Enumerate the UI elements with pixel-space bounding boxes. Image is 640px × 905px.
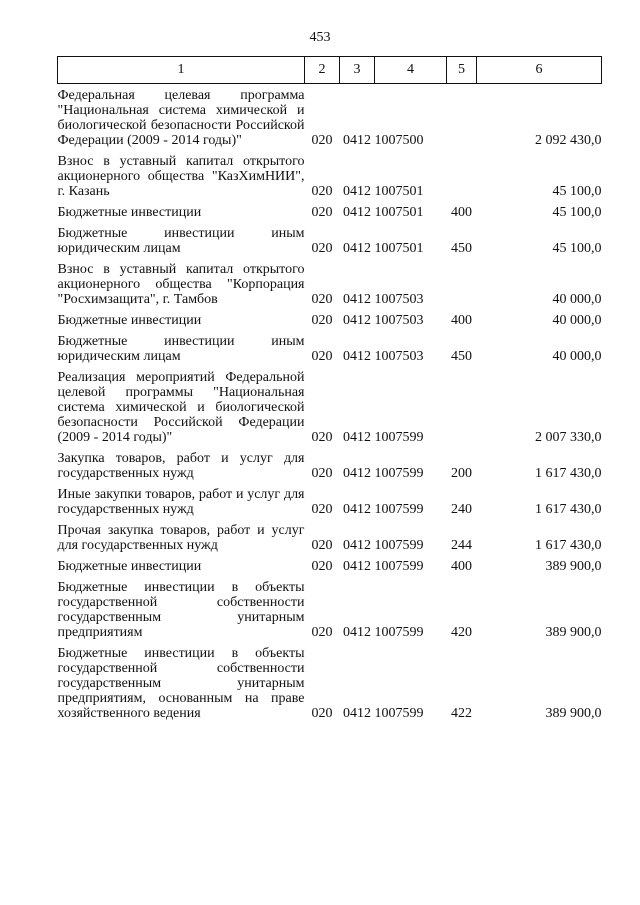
table-row <box>58 334 602 370</box>
row-c2: 020 <box>311 559 333 574</box>
row-amount: 45 100,0 <box>552 241 602 256</box>
row-c5: 422 <box>451 706 472 721</box>
row-c3: 0412 <box>343 502 371 517</box>
row-c5: 450 <box>451 241 472 256</box>
row-amount: 2 092 430,0 <box>535 133 602 148</box>
row-c5: 400 <box>451 313 472 328</box>
row-c4: 1007599 <box>374 625 424 640</box>
row-amount: 1 617 430,0 <box>535 502 602 517</box>
row-name: Иные закупки товаров, работ и услуг для государственных нужд <box>57 487 305 517</box>
row-c3: 0412 <box>343 205 371 220</box>
row-amount: 1 617 430,0 <box>535 466 602 481</box>
row-c4: 1007599 <box>374 502 424 517</box>
row-name: Бюджетные инвестиции в объекты государственной собственности государственным унитарным предприятиям <box>57 580 305 640</box>
row-c4: 1007599 <box>374 430 424 445</box>
row-c2: 020 <box>311 292 333 307</box>
row-name: Закупка товаров, работ и услуг для государственных нужд <box>57 451 305 481</box>
row-c2: 020 <box>311 706 333 721</box>
table-row <box>58 646 602 727</box>
row-c4: 1007501 <box>374 184 424 199</box>
row-c4: 1007503 <box>374 292 424 307</box>
row-amount: 45 100,0 <box>552 184 602 199</box>
row-c2: 020 <box>311 241 333 256</box>
row-amount: 40 000,0 <box>552 313 602 328</box>
table-row <box>58 559 602 580</box>
header-row <box>58 57 602 84</box>
row-c3: 0412 <box>343 313 371 328</box>
row-amount: 389 900,0 <box>545 559 602 574</box>
row-c5 <box>447 370 477 451</box>
row-c4: 1007599 <box>374 538 424 553</box>
table-body <box>58 84 602 728</box>
row-name: Бюджетные инвестиции в объекты государственной собственности государственным унитарным предприятиям, основанным на праве хозяйственного ведения <box>57 646 305 721</box>
table-row <box>58 226 602 262</box>
row-c3: 0412 <box>343 241 371 256</box>
row-c2: 020 <box>311 313 333 328</box>
row-amount: 40 000,0 <box>552 349 602 364</box>
row-c2: 020 <box>311 430 333 445</box>
row-c5: 200 <box>451 466 472 481</box>
row-c2: 020 <box>311 625 333 640</box>
row-name: Взнос в уставный капитал открытого акционерного общества "Корпорация "Росхимзащита", г. Тамбов <box>57 262 305 307</box>
row-c2: 020 <box>311 538 333 553</box>
table-row <box>58 487 602 523</box>
row-c4: 1007599 <box>374 706 424 721</box>
row-c2: 020 <box>311 205 333 220</box>
row-c3: 0412 <box>343 133 371 148</box>
row-name: Бюджетные инвестиции <box>57 313 202 328</box>
row-c2: 020 <box>311 466 333 481</box>
row-name: Федеральная целевая программа "Национальная система химической и биологической безопасности Российской Федерации (2009 - 2014 годы)" <box>57 88 305 148</box>
row-c2: 020 <box>311 349 333 364</box>
row-c5: 244 <box>451 538 472 553</box>
table-row <box>58 154 602 205</box>
row-name: Взнос в уставный капитал открытого акционерного общества "КазХимНИИ", г. Казань <box>57 154 305 199</box>
row-name: Бюджетные инвестиции <box>57 559 202 574</box>
table-row <box>58 523 602 559</box>
row-c4: 1007599 <box>374 466 424 481</box>
header-col-2: 2 <box>305 57 340 84</box>
table-row <box>58 313 602 334</box>
row-c4: 1007501 <box>374 241 424 256</box>
row-c4: 1007599 <box>374 559 424 574</box>
row-c5: 400 <box>451 559 472 574</box>
row-amount: 40 000,0 <box>552 292 602 307</box>
row-c4: 1007500 <box>374 133 424 148</box>
row-amount: 1 617 430,0 <box>535 538 602 553</box>
row-c2: 020 <box>311 184 333 199</box>
row-amount: 389 900,0 <box>545 706 602 721</box>
row-c3: 0412 <box>343 625 371 640</box>
row-c4: 1007503 <box>374 313 424 328</box>
row-c5: 240 <box>451 502 472 517</box>
row-c5: 420 <box>451 625 472 640</box>
row-amount: 389 900,0 <box>545 625 602 640</box>
row-c3: 0412 <box>343 184 371 199</box>
row-amount: 2 007 330,0 <box>535 430 602 445</box>
row-c5 <box>447 154 477 205</box>
row-name: Бюджетные инвестиции иным юридическим лицам <box>57 226 305 256</box>
row-amount: 45 100,0 <box>552 205 602 220</box>
row-c5 <box>447 262 477 313</box>
row-c3: 0412 <box>343 538 371 553</box>
header-col-4: 4 <box>375 57 447 84</box>
header-col-3: 3 <box>340 57 375 84</box>
page-number: 453 <box>309 30 331 45</box>
row-name: Бюджетные инвестиции <box>57 205 202 220</box>
header-col-5: 5 <box>447 57 477 84</box>
row-c3: 0412 <box>343 466 371 481</box>
row-c3: 0412 <box>343 292 371 307</box>
row-c2: 020 <box>311 133 333 148</box>
header-col-1: 1 <box>58 57 305 84</box>
row-c3: 0412 <box>343 559 371 574</box>
table-row <box>58 370 602 451</box>
row-c4: 1007501 <box>374 205 424 220</box>
table-row <box>58 580 602 646</box>
table-row <box>58 205 602 226</box>
row-c3: 0412 <box>343 349 371 364</box>
row-c3: 0412 <box>343 430 371 445</box>
row-name: Реализация мероприятий Федеральной целевой программы "Национальная система химической и биологической безопасности Российской Федерации (2009 - 2014 годы)" <box>57 370 305 445</box>
table-row <box>58 262 602 313</box>
table-row <box>58 84 602 155</box>
row-name: Бюджетные инвестиции иным юридическим лицам <box>57 334 305 364</box>
row-c5: 450 <box>451 349 472 364</box>
row-c5: 400 <box>451 205 472 220</box>
table-row <box>58 451 602 487</box>
row-c2: 020 <box>311 502 333 517</box>
row-name: Прочая закупка товаров, работ и услуг для государственных нужд <box>57 523 305 553</box>
header-col-6: 6 <box>477 57 602 84</box>
row-c3: 0412 <box>343 706 371 721</box>
row-c4: 1007503 <box>374 349 424 364</box>
budget-table <box>57 56 602 727</box>
row-c5 <box>447 84 477 155</box>
